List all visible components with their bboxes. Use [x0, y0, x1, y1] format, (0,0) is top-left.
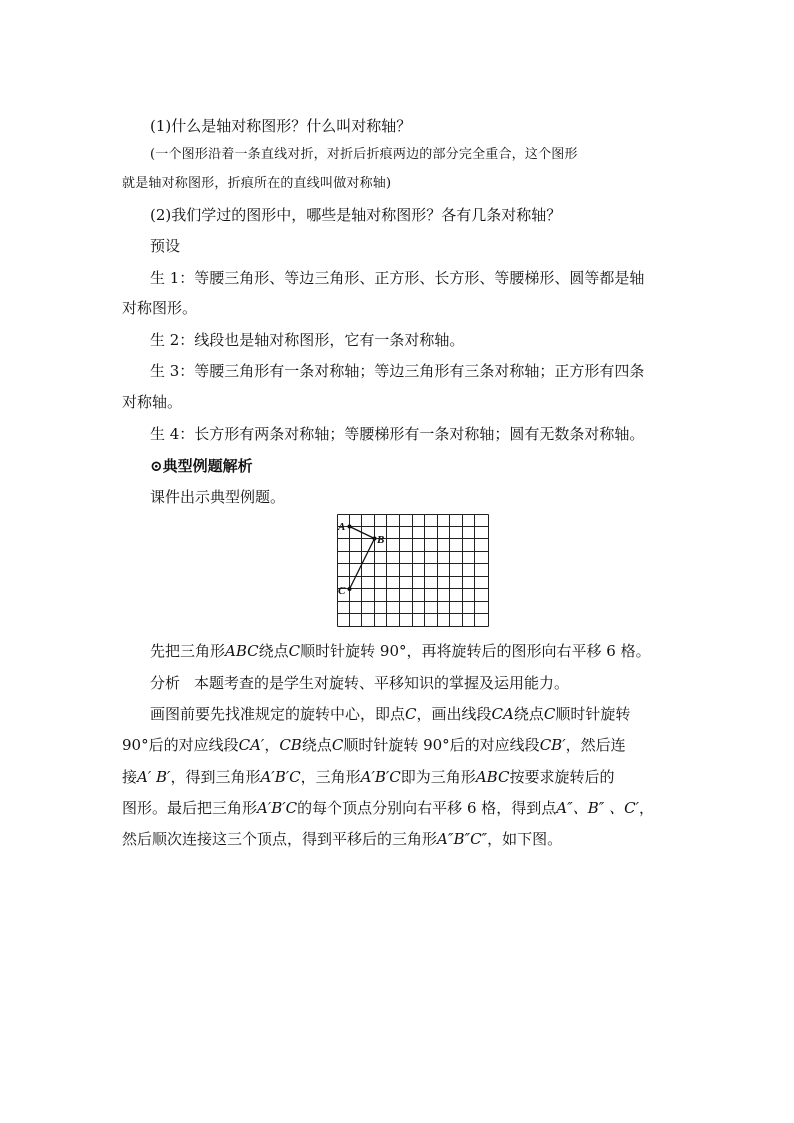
label-c: C	[338, 585, 346, 597]
point-b	[373, 537, 377, 541]
question-1: (1)什么是轴对称图形？什么叫对称轴？	[150, 117, 412, 135]
preset-label: 预设	[150, 237, 181, 255]
question-2: (2)我们学过的图形中，哪些是轴对称图形？各有几条对称轴？	[150, 206, 562, 224]
student-4: 生 4：长方形有两条对称轴；等腰梯形有一条对称轴；圆有无数条对称轴。	[150, 425, 645, 443]
solution-line-2: 90°后的对应线段CA′，CB绕点C顺时针旋转 90°后的对应线段CB′，然后连	[122, 736, 626, 754]
student-2: 生 2：线段也是轴对称图形，它有一条对称轴。	[150, 331, 465, 349]
question-1-answer-line-2: 就是轴对称图形，折痕所在的直线叫做对称轴)	[122, 176, 392, 191]
label-b: B	[377, 534, 385, 546]
point-c	[348, 587, 352, 591]
section-title: ⊙典型例题解析	[150, 457, 253, 475]
student-3-line-1: 生 3：等腰三角形有一条对称轴；等边三角形有三条对称轴；正方形有四条	[150, 362, 645, 380]
solution-line-3: 接A′ B′，得到三角形A′B′C，三角形A′B′C即为三角形ABC按要求旋转后的	[122, 768, 615, 786]
question-1-answer-line-1: (一个图形沿着一条直线对折，对折后折痕两边的部分完全重合，这个图形	[150, 147, 578, 162]
solution-line-5: 然后顺次连接这三个顶点，得到平移后的三角形A″B″C″，如下图。	[122, 830, 563, 848]
intro-text: 课件出示典型例题。	[150, 488, 286, 506]
student-1-line-2: 对称图形。	[122, 299, 198, 317]
grid-figure	[337, 514, 489, 627]
label-a: A	[338, 521, 346, 533]
student-1-line-1: 生 1：等腰三角形、等边三角形、正方形、长方形、等腰梯形、圆等都是轴	[150, 269, 645, 287]
grid-figure-svg	[337, 514, 489, 627]
point-a	[348, 525, 352, 529]
problem-statement: 先把三角形ABC绕点C顺时针旋转 90°，再将旋转后的图形向右平移 6 格。	[150, 642, 651, 660]
solution-line-4: 图形。最后把三角形A′B′C的每个顶点分别向右平移 6 格，得到点A″、B″ 、C′，	[122, 799, 654, 817]
analysis-paragraph	[150, 673, 569, 693]
solution-line-1: 画图前要先找准规定的旋转中心，即点C，画出线段CA绕点C顺时针旋转	[150, 705, 631, 723]
student-3-line-2: 对称轴。	[122, 393, 183, 411]
analysis-text: 本题考查的是学生对旋转、平移知识的掌握及运用能力。	[194, 674, 570, 692]
analysis-label: 分析	[150, 674, 181, 692]
